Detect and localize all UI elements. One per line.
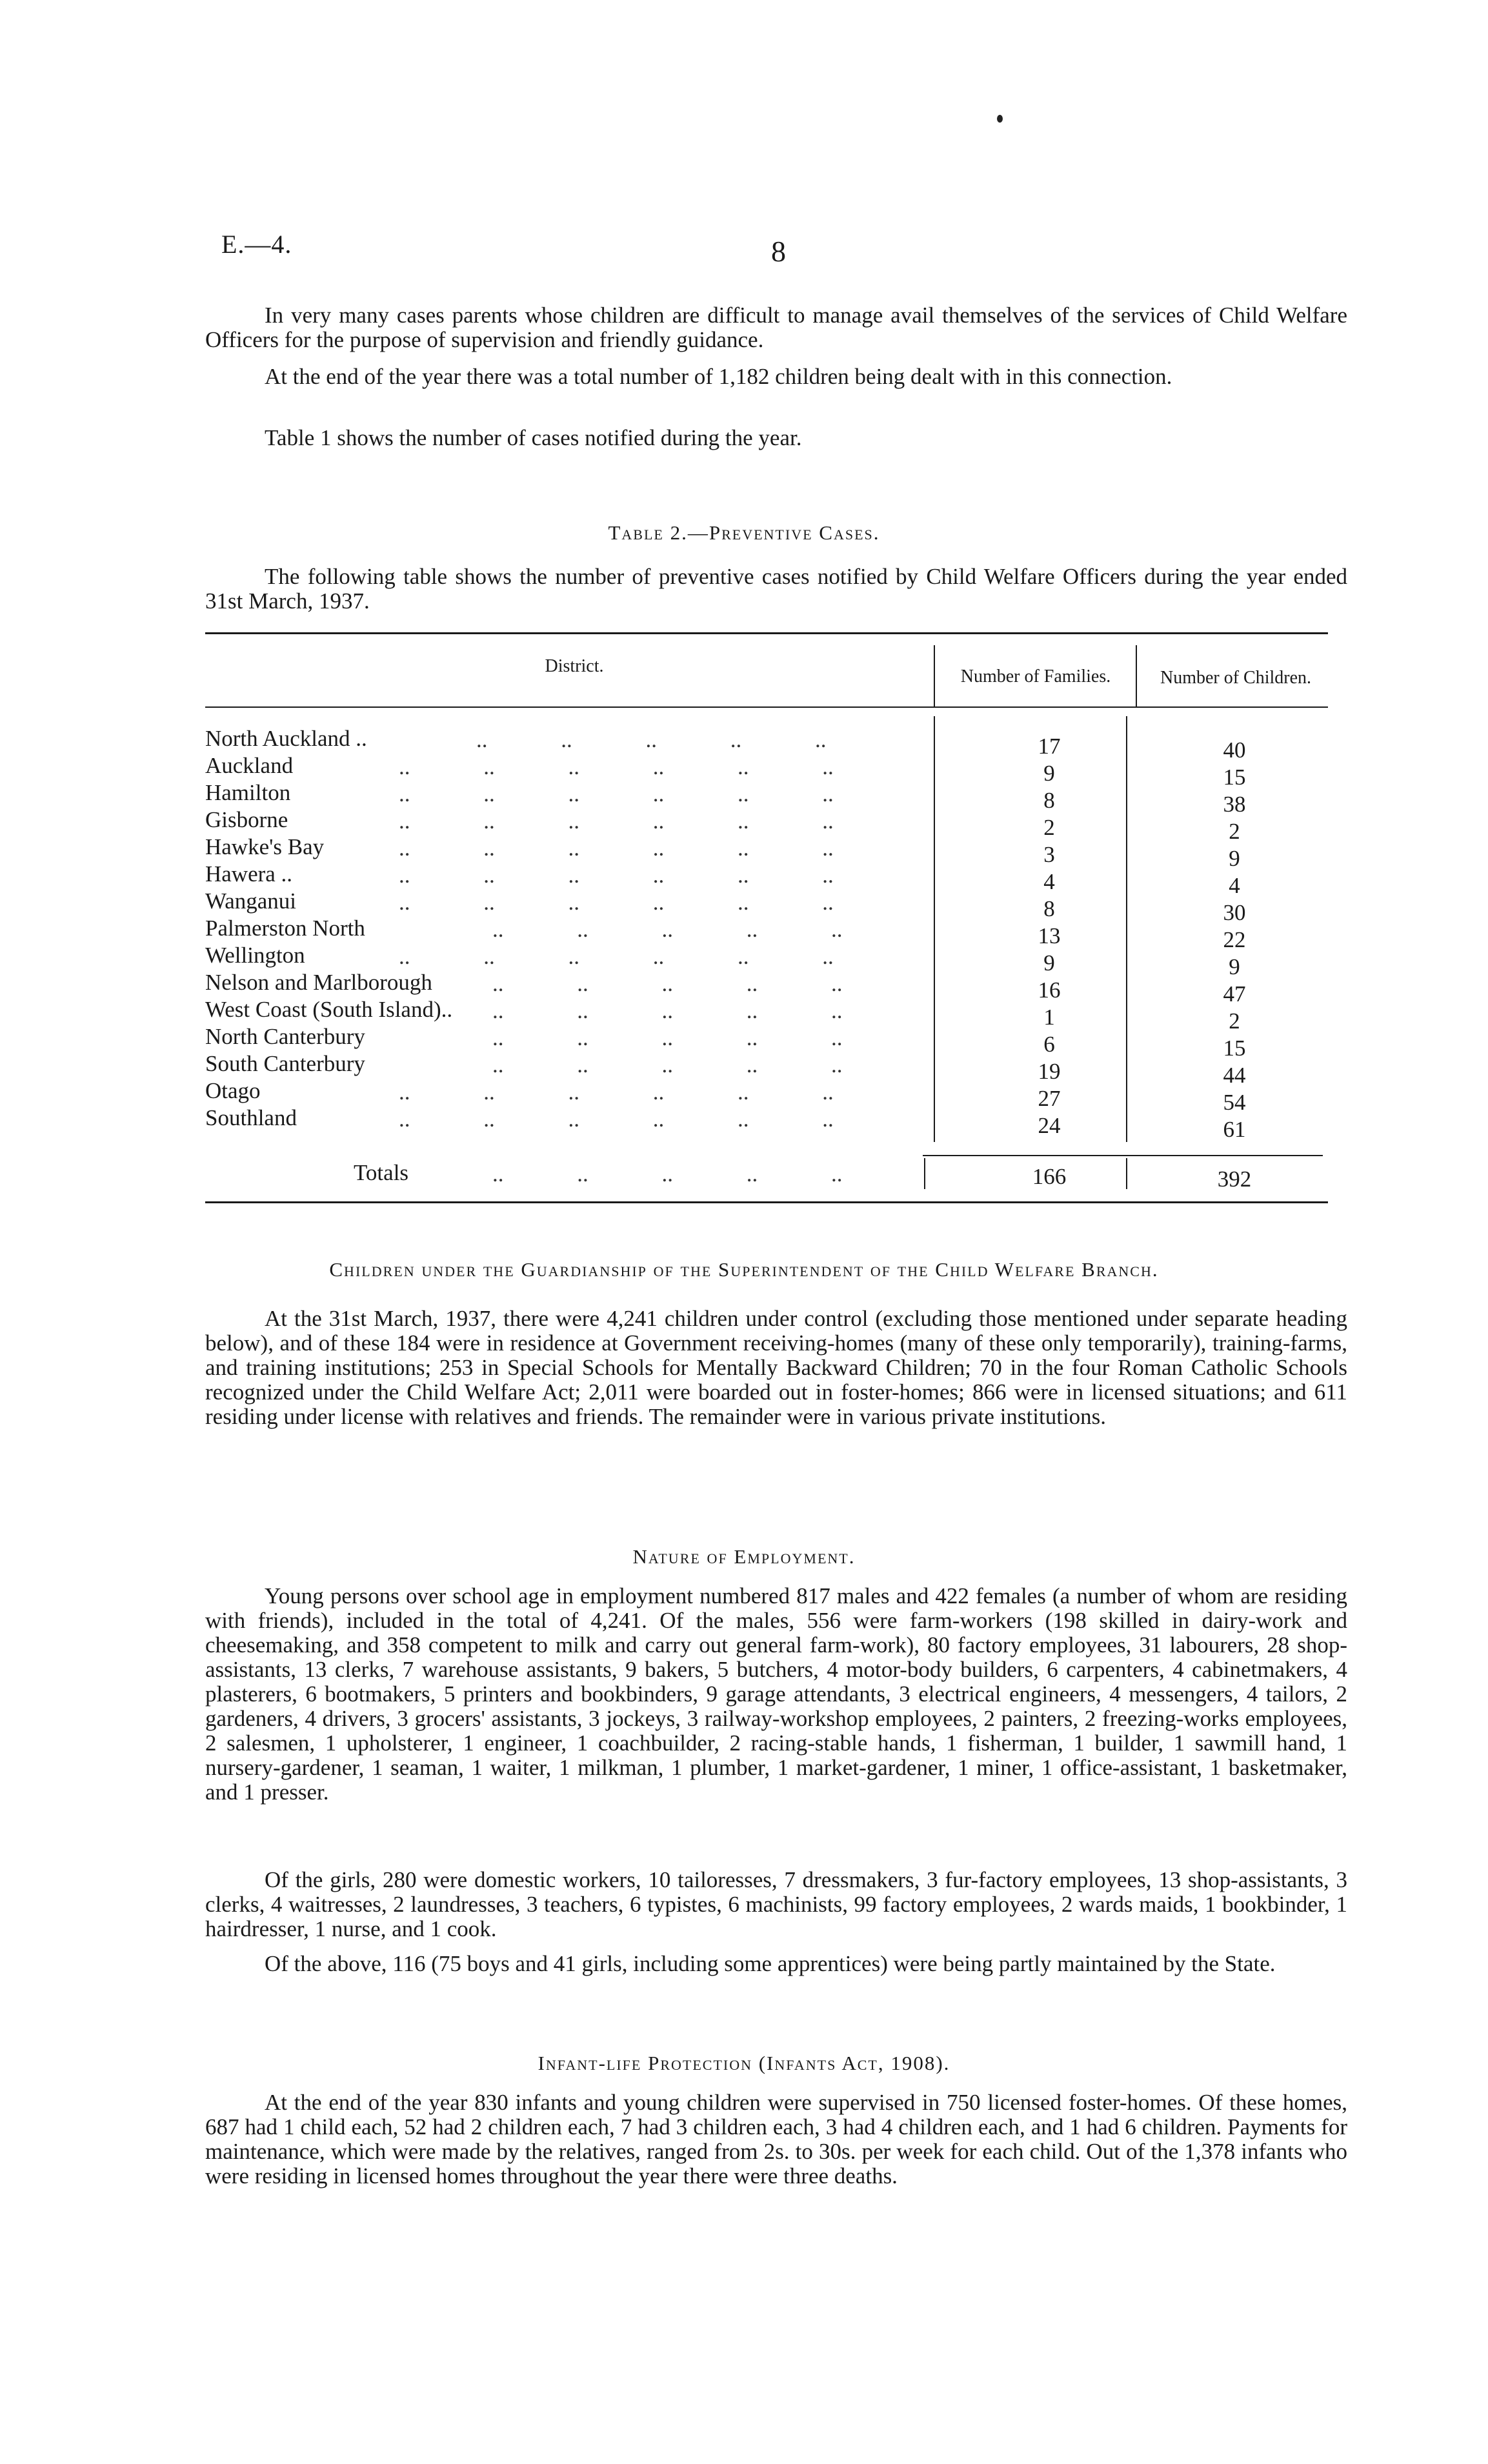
dot-leaders: .. .. .. .. .. .. bbox=[399, 890, 834, 915]
table-row bbox=[205, 1078, 1341, 1115]
table-row bbox=[205, 780, 1341, 817]
families-value: 9 bbox=[1043, 761, 1055, 786]
children-value: 2 bbox=[1229, 1008, 1240, 1034]
dot-leaders: .. .. .. .. .. bbox=[476, 727, 827, 752]
table2-title: Table 2.—Preventive Cases. bbox=[608, 521, 880, 544]
table-bottom-rule bbox=[205, 1201, 1328, 1203]
district-name: North Canterbury bbox=[205, 1024, 365, 1049]
totals-label: Totals bbox=[354, 1160, 409, 1185]
families-value: 13 bbox=[1038, 923, 1061, 948]
district-name: Palmerston North bbox=[205, 916, 365, 941]
employment-paragraph-2: Of the girls, 280 were domestic workers, 10 tailoresses, 7 dressmakers, 3 fur-factory employees, 13 shop-assistants, 3 clerks, 4 waitresses, 2 laundresses, 3 teachers, 6 typistes, 6 machinists, 99 factory employees, 2 wards maids, 1 bookbinder, 1 hairdresser, 1 nurse, and 1 cook. bbox=[205, 1867, 1347, 1941]
table2-intro: The following table shows the number of preventive cases notified by Child Welfare Officers during the year ended 31st March, 1937. bbox=[205, 564, 1347, 614]
column-header-families: Number of Families. bbox=[960, 666, 1111, 686]
children-value: 54 bbox=[1223, 1090, 1246, 1115]
dot-leaders: .. .. .. .. .. .. bbox=[399, 836, 834, 861]
table-row bbox=[205, 834, 1341, 871]
district-name: Gisborne bbox=[205, 807, 288, 832]
district-name: West Coast (South Island).. bbox=[205, 997, 453, 1022]
dot-leaders: .. .. .. .. .. bbox=[492, 917, 843, 942]
intro-paragraph-3: Table 1 shows the number of cases notified during the year. bbox=[265, 425, 802, 450]
families-value: 16 bbox=[1038, 977, 1061, 1003]
children-value: 4 bbox=[1229, 873, 1240, 898]
district-name: Wellington bbox=[205, 943, 305, 968]
families-value: 27 bbox=[1038, 1086, 1061, 1111]
page-number: 8 bbox=[771, 235, 786, 268]
families-value: 8 bbox=[1043, 896, 1055, 921]
infant-heading: Infant-life Protection (Infants Act, 1908). bbox=[538, 2052, 950, 2074]
dot-leaders: .. .. .. .. .. bbox=[492, 1052, 843, 1077]
table-row bbox=[205, 888, 1341, 925]
children-value: 2 bbox=[1229, 819, 1240, 844]
children-value: 61 bbox=[1223, 1117, 1246, 1142]
children-value: 22 bbox=[1223, 927, 1246, 952]
families-value: 1 bbox=[1043, 1005, 1055, 1030]
district-name: Nelson and Marlborough bbox=[205, 970, 432, 995]
families-value: 17 bbox=[1038, 734, 1061, 759]
infant-paragraph: At the end of the year 830 infants and young children were supervised in 750 licensed foster-homes. Of these homes, 687 had 1 child each, 52 had 2 children each, 7 had 3 children each, 3 had 4 children each, and 1 had 6 children. Payments for maintenance, which were made by the relatives, ranged from 2s. to 30s. per week for each child. Out of the 1,378 infants who were residing in licensed homes throughout the year there were three deaths. bbox=[205, 2090, 1347, 2189]
totals-rule bbox=[923, 1155, 1323, 1156]
children-value: 30 bbox=[1223, 900, 1246, 925]
district-name: Hamilton bbox=[205, 780, 291, 805]
employment-paragraph-3: Of the above, 116 (75 boys and 41 girls, including some apprentices) were being partly maintained by the State. bbox=[265, 1951, 1276, 1976]
dot-leaders: .. .. .. .. .. .. bbox=[399, 754, 834, 779]
guardianship-paragraph: At the 31st March, 1937, there were 4,241 children under control (excluding those mentioned under separate heading below), and of these 184 were in residence at Government receiving-homes (many of these only temporarily), training-farms, and training institutions; 253 in Special Schools for Mentally Backward Children; 70 in the four Roman Catholic Schools recognized under the Child Welfare Act; 2,011 were boarded out in foster-homes; 866 were in licensed situations; and 611 residing under license with relatives and friends. The remainder were in various private institutions. bbox=[205, 1306, 1347, 1429]
table-header-rule bbox=[205, 706, 1328, 708]
dot-leaders: .. .. .. .. .. .. bbox=[399, 808, 834, 834]
district-name: Southland bbox=[205, 1105, 297, 1130]
table-row bbox=[205, 1051, 1341, 1088]
dot-leaders: .. .. .. .. .. .. bbox=[399, 781, 834, 806]
header-divider-2 bbox=[1136, 645, 1137, 706]
table-row bbox=[205, 943, 1341, 979]
totals-row bbox=[205, 1160, 1341, 1192]
children-value: 44 bbox=[1223, 1063, 1246, 1088]
table-row bbox=[205, 1024, 1341, 1061]
district-name: South Canterbury bbox=[205, 1051, 365, 1076]
table-row bbox=[205, 753, 1341, 790]
employment-heading: Nature of Employment. bbox=[632, 1545, 856, 1568]
families-value: 19 bbox=[1038, 1059, 1061, 1084]
district-name: Auckland bbox=[205, 753, 294, 778]
column-header-children: Number of Children. bbox=[1160, 668, 1312, 688]
district-name: Wanganui bbox=[205, 888, 297, 914]
intro-paragraph-1: In very many cases parents whose children are difficult to manage avail themselves of the services of Child Welfare Officers for the purpose of supervision and friendly guidance. bbox=[205, 303, 1347, 352]
dot-leaders: .. .. .. .. .. .. bbox=[399, 1079, 834, 1105]
families-value: 6 bbox=[1043, 1032, 1055, 1057]
dot-leaders: .. .. .. .. .. .. bbox=[399, 944, 834, 969]
dot-leaders: .. .. .. .. .. .. bbox=[399, 1107, 834, 1132]
families-value: 8 bbox=[1043, 788, 1055, 813]
header-divider-1 bbox=[934, 645, 935, 706]
families-value: 4 bbox=[1043, 869, 1055, 894]
children-value: 47 bbox=[1223, 981, 1246, 1007]
district-name: Hawera .. bbox=[205, 861, 293, 886]
dot-leaders: .. .. .. .. .. bbox=[492, 998, 843, 1023]
totals-children: 392 bbox=[1217, 1167, 1252, 1192]
district-name: North Auckland .. bbox=[205, 726, 367, 751]
families-value: 9 bbox=[1043, 950, 1055, 976]
table-row bbox=[205, 1105, 1341, 1142]
children-value: 15 bbox=[1223, 1036, 1246, 1061]
district-name: Hawke's Bay bbox=[205, 834, 325, 859]
table-row bbox=[205, 726, 1341, 763]
employment-paragraph-1: Young persons over school age in employment numbered 817 males and 422 females (a number of whom are residing with friends), included in the total of 4,241. Of the males, 556 were farm-workers (198 skilled in dairy-work and cheesemaking, and 358 competent to milk and carry out general farm-work), 80 factory employees, 31 labourers, 28 shop-assistants, 13 clerks, 7 warehouse assistants, 9 bakers, 5 butchers, 4 motor-body builders, 6 carpenters, 4 cabinetmakers, 4 plasterers, 6 bootmakers, 5 printers and bookbinders, 9 garage attendants, 3 electrical engineers, 4 messengers, 4 tailors, 2 gardeners, 4 drivers, 3 grocers' assistants, 3 jockeys, 3 railway-workshop employees, 2 painters, 2 freezing-works employees, 2 salesmen, 1 upholsterer, 1 engineer, 1 coachbuilder, 2 racing-stable hands, 1 fisherman, 1 builder, 1 sawmill hand, 1 nursery-gardener, 1 seaman, 1 waiter, 1 milkman, 1 plumber, 1 market-gardener, 1 miner, 1 office-assistant, 1 basketmaker, and 1 presser. bbox=[205, 1583, 1347, 1805]
dot-leaders: .. .. .. .. .. .. bbox=[399, 863, 834, 888]
children-value: 40 bbox=[1223, 737, 1246, 763]
table-row bbox=[205, 997, 1341, 1034]
totals-families: 166 bbox=[1032, 1164, 1067, 1189]
ink-dot bbox=[997, 115, 1003, 123]
table-top-rule bbox=[205, 632, 1328, 634]
families-value: 24 bbox=[1038, 1113, 1061, 1138]
table-row bbox=[205, 970, 1341, 1007]
children-value: 9 bbox=[1229, 954, 1240, 979]
children-value: 38 bbox=[1223, 792, 1246, 817]
children-value: 9 bbox=[1229, 846, 1240, 871]
dot-leaders: .. .. .. .. .. bbox=[492, 971, 843, 996]
series-reference: E.—4. bbox=[221, 230, 292, 259]
families-value: 3 bbox=[1043, 842, 1055, 867]
guardianship-heading: Children under the Guardianship of the Superintendent of the Child Welfare Branch. bbox=[329, 1258, 1159, 1281]
table-row bbox=[205, 807, 1341, 844]
dot-leaders: .. .. .. .. .. bbox=[492, 1025, 843, 1050]
district-name: Otago bbox=[205, 1078, 261, 1103]
families-value: 2 bbox=[1043, 815, 1055, 840]
table-row bbox=[205, 916, 1341, 952]
dot-leaders: .. .. .. .. .. bbox=[492, 1161, 843, 1187]
column-header-district: District. bbox=[545, 656, 604, 676]
intro-paragraph-2: At the end of the year there was a total number of 1,182 children being dealt with in this connection. bbox=[265, 364, 1172, 389]
table-row bbox=[205, 861, 1341, 898]
children-value: 15 bbox=[1223, 765, 1246, 790]
